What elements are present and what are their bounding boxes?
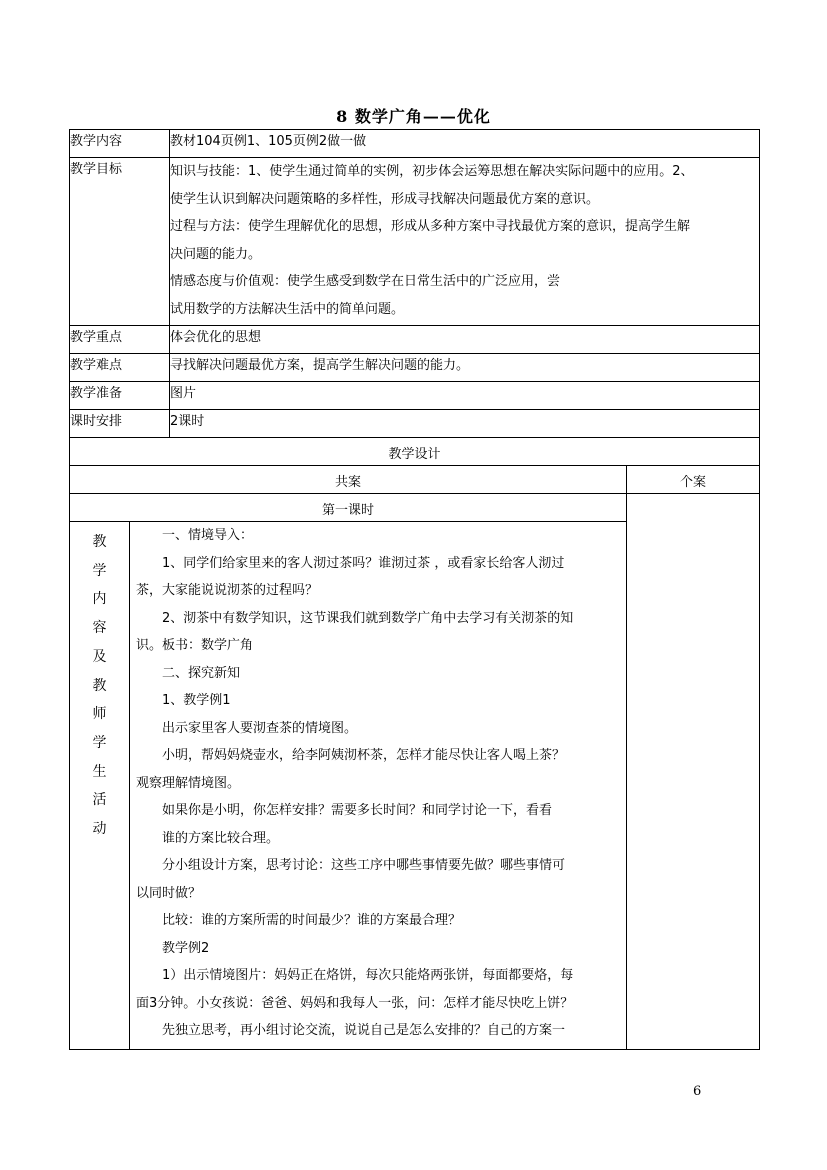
prep-value: 图片 bbox=[170, 382, 760, 410]
goal-line: 试用数学的方法解决生活中的简单问题。 bbox=[170, 301, 405, 317]
label-char: 内 bbox=[92, 591, 107, 608]
row-content bbox=[70, 130, 760, 158]
activity-line: 识。板书：数学广角 bbox=[136, 638, 254, 653]
label-char: 生 bbox=[92, 763, 107, 780]
row-goals bbox=[70, 158, 760, 326]
activity-line: 小明，帮妈妈烧壶水，给李阿姨沏杯茶，怎样才能尽快让客人喝上茶？ bbox=[162, 748, 566, 763]
hours-label: 课时安排 bbox=[70, 410, 170, 438]
goal-line: 过程与方法：使学生理解优化的思想，形成从多种方案中寻找最优方案的意识，提高学生解 bbox=[170, 219, 691, 234]
difficulty-label: 教学难点 bbox=[70, 354, 170, 382]
row-key-point bbox=[70, 326, 760, 354]
label-char: 活 bbox=[92, 792, 107, 809]
design-header: 教学设计 bbox=[70, 438, 760, 466]
activity-line: 茶，大家能说说沏茶的过程吗？ bbox=[136, 583, 319, 598]
activity-line: 2、沏茶中有数学知识，这节课我们就到数学广角中去学习有关沏茶的知 bbox=[162, 610, 574, 626]
goal-line: 使学生认识到解决问题策略的多样性，形成寻找解决问题最优方案的意识。 bbox=[170, 191, 600, 207]
activity-label bbox=[70, 522, 130, 1050]
activity-line: 1、教学例1 bbox=[162, 693, 231, 708]
goal-line: 情感态度与价值观：使学生感受到数学在日常生活中的广泛应用，尝 bbox=[170, 274, 561, 289]
goal-label: 教学目标 bbox=[70, 158, 170, 326]
row-shared-header bbox=[70, 466, 760, 494]
activity-line: 先独立思考，再小组讨论交流，说说自己是怎么安排的？自己的方案一 bbox=[162, 1023, 566, 1038]
hours-value: 2课时 bbox=[170, 410, 760, 438]
label-char: 教 bbox=[92, 677, 107, 694]
shared-header: 共案 bbox=[70, 466, 627, 494]
label-char: 容 bbox=[92, 620, 107, 637]
label-char: 学 bbox=[92, 562, 107, 579]
prep-label: 教学准备 bbox=[70, 382, 170, 410]
label-char: 动 bbox=[92, 821, 107, 838]
key-label: 教学重点 bbox=[70, 326, 170, 354]
label-char: 师 bbox=[92, 706, 107, 723]
activity-line: 如果你是小明，你怎样安排？需要多长时间？和同学讨论一下，看看 bbox=[162, 803, 553, 818]
activity-line: 教学例2 bbox=[162, 940, 210, 956]
activity-line: 比较：谁的方案所需的时间最少？谁的方案最合理？ bbox=[162, 913, 462, 928]
activity-line: 一、情境导入： bbox=[162, 528, 254, 543]
page-number: 6 bbox=[693, 1084, 702, 1099]
activity-line: 出示家里客人要沏查茶的情境图。 bbox=[162, 720, 358, 736]
activity-line: 面3分钟。小女孩说：爸爸、妈妈和我每人一张，问：怎样才能尽快吃上饼？ bbox=[136, 995, 574, 1011]
activity-line: 以同时做？ bbox=[136, 885, 202, 901]
key-value: 体会优化的思想 bbox=[170, 326, 760, 354]
row-difficulty bbox=[70, 354, 760, 382]
row-lesson-header bbox=[70, 494, 760, 522]
activity-line: 二、探究新知 bbox=[162, 665, 241, 681]
activity-line: 分小组设计方案，思考讨论：这些工序中哪些事情要先做？哪些事情可 bbox=[162, 858, 566, 873]
activity-content bbox=[130, 522, 627, 1050]
goal-line: 决问题的能力。 bbox=[170, 246, 262, 262]
document-title: 8 数学广角——优化 bbox=[336, 107, 491, 126]
activity-line: 1、同学们给家里来的客人沏过茶吗？谁沏过茶 ，或看家长给客人沏过 bbox=[162, 555, 565, 571]
individual-notes-cell bbox=[627, 494, 760, 1050]
label-char: 及 bbox=[92, 648, 107, 665]
label-char: 教 bbox=[92, 534, 107, 550]
row-preparation bbox=[70, 382, 760, 410]
row-hours bbox=[70, 410, 760, 438]
goal-value bbox=[170, 158, 760, 326]
individual-header: 个案 bbox=[627, 466, 760, 494]
activity-line: 谁的方案比较合理。 bbox=[162, 830, 280, 846]
lesson-header: 第一课时 bbox=[70, 494, 627, 522]
difficulty-value: 寻找解决问题最优方案，提高学生解决问题的能力。 bbox=[170, 354, 760, 382]
content-value: 教材104页例1、105页例2做一做 bbox=[170, 130, 760, 158]
label-char: 学 bbox=[92, 734, 107, 751]
activity-line: 观察理解情境图。 bbox=[136, 775, 241, 791]
content-label: 教学内容 bbox=[70, 130, 170, 158]
activity-line: 1）出示情境图片：妈妈正在烙饼，每次只能烙两张饼，每面都要烙，每 bbox=[162, 968, 574, 983]
lesson-plan-table bbox=[69, 129, 760, 1050]
goal-line: 知识与技能：1、使学生通过简单的实例，初步体会运筹思想在解决实际问题中的应用。2、 bbox=[170, 164, 694, 179]
row-design-header bbox=[70, 438, 760, 466]
